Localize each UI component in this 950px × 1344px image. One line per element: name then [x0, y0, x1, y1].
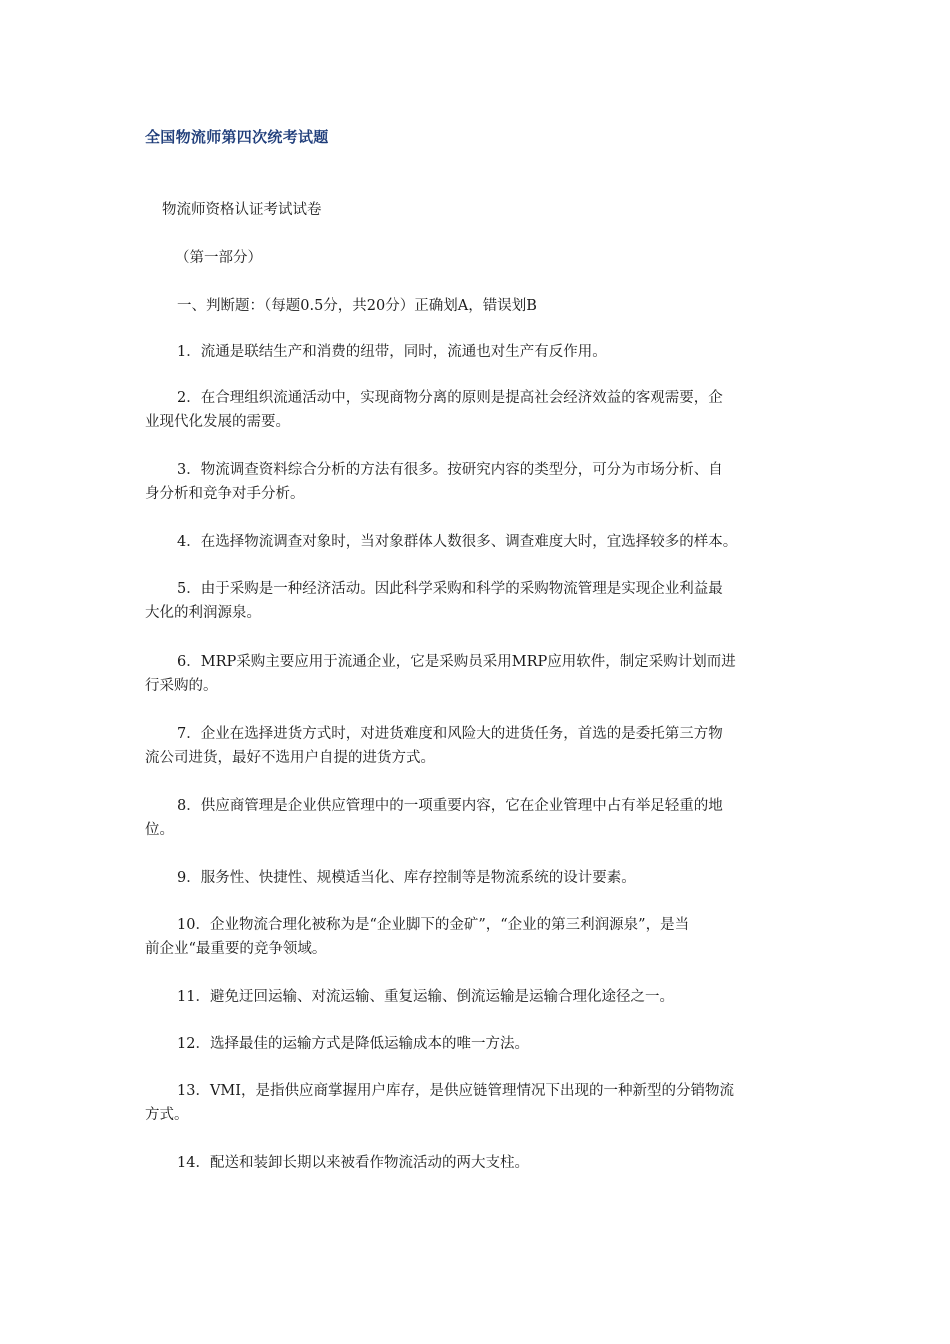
question-4: [145, 530, 810, 554]
question-line-cont: 方式。: [145, 1107, 189, 1123]
question-line: 12．选择最佳的运输方式是降低运输成本的唯一方法。: [177, 1036, 529, 1052]
question-line: 4．在选择物流调查对象时，当对象群体人数很多、调查难度大时，宜选择较多的样本。: [177, 534, 738, 550]
question-line-cont: 大化的利润源泉。: [145, 605, 261, 621]
question-12: [145, 1032, 810, 1056]
question-13: [145, 1079, 810, 1127]
document-title: 全国物流师第四次统考试题: [145, 128, 329, 146]
question-line: 11．避免迂回运输、对流运输、重复运输、倒流运输是运输合理化途径之一。: [177, 989, 674, 1005]
question-line-cont: 流公司进货，最好不选用户自提的进货方式。: [145, 750, 435, 766]
question-5: [145, 577, 810, 625]
question-line: 13．VMI，是指供应商掌握用户库存，是供应链管理情况下出现的一种新型的分销物流: [177, 1083, 734, 1099]
question-10: [145, 913, 810, 961]
question-11: [145, 985, 810, 1009]
question-2: [145, 386, 810, 434]
question-8: [145, 794, 810, 842]
question-line-cont: 前企业“最重要的竞争领域。: [145, 941, 327, 957]
part-label: （第一部分）: [175, 250, 262, 266]
question-line: 10．企业物流合理化被称为是“企业脚下的金矿”，“企业的第三利润源泉”，是当: [177, 917, 690, 933]
exam-subtitle: 物流师资格认证考试试卷: [162, 202, 322, 218]
section-heading: 一、判断题：（每题0.5分，共20分）正确划A，错误划B: [177, 298, 537, 314]
question-line: 9．服务性、快捷性、规模适当化、库存控制等是物流系统的设计要素。: [177, 870, 636, 886]
question-14: [145, 1151, 810, 1175]
question-line-cont: 行采购的。: [145, 678, 218, 694]
question-1: [145, 340, 810, 364]
question-line: 6．MRP采购主要应用于流通企业，它是采购员采用MRP应用软件，制定采购计划而进: [177, 654, 736, 670]
question-6: [145, 650, 810, 698]
question-9: [145, 866, 810, 890]
question-line: 5．由于采购是一种经济活动。因此科学采购和科学的采购物流管理是实现企业利益最: [177, 581, 723, 597]
question-line: 2．在合理组织流通活动中，实现商物分离的原则是提高社会经济效益的客观需要，企: [177, 390, 723, 406]
question-line: 3．物流调查资料综合分析的方法有很多。按研究内容的类型分，可分为市场分析、自: [177, 462, 723, 478]
question-line: 14．配送和装卸长期以来被看作物流活动的两大支柱。: [177, 1155, 529, 1171]
question-line: 8．供应商管理是企业供应管理中的一项重要内容，它在企业管理中占有举足轻重的地: [177, 798, 723, 814]
question-3: [145, 458, 810, 506]
question-line: 7．企业在选择进货方式时，对进货难度和风险大的进货任务，首选的是委托第三方物: [177, 726, 723, 742]
question-line: 1．流通是联结生产和消费的纽带，同时，流通也对生产有反作用。: [177, 344, 607, 360]
question-line-cont: 位。: [145, 822, 174, 838]
question-line-cont: 身分析和竞争对手分析。: [145, 486, 305, 502]
question-line-cont: 业现代化发展的需要。: [145, 414, 290, 430]
question-7: [145, 722, 810, 770]
